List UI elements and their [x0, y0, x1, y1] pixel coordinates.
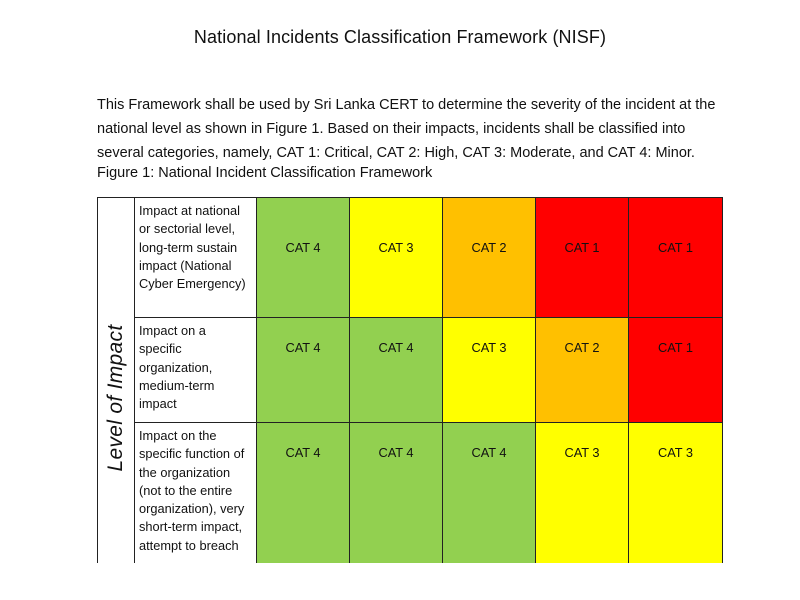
category-cell: CAT 3 [350, 198, 443, 318]
matrix-row-3 [98, 423, 723, 563]
classification-matrix [97, 197, 723, 563]
category-cell: CAT 4 [350, 318, 443, 423]
category-cell: CAT 1 [629, 318, 723, 423]
impact-description: Impact on the specific function of the organization (not to the entire organization), very short-term impact, attempt to breach [135, 423, 257, 563]
intro-paragraph: This Framework shall be used by Sri Lanka CERT to determine the severity of the incident at the national level as shown in Figure 1. Based on their impacts, incidents shall be classified into several categories, namely, CAT 1: Critical, CAT 2: High, CAT 3: Moderate, and CAT 4: Minor. [97, 97, 716, 161]
matrix-row-1 [98, 198, 723, 318]
matrix-row-2 [98, 318, 723, 423]
category-cell: CAT 2 [536, 318, 629, 423]
category-cell: CAT 4 [257, 198, 350, 318]
category-cell: CAT 4 [350, 423, 443, 563]
axis-cell [98, 198, 135, 563]
category-cell: CAT 1 [629, 198, 723, 318]
category-cell: CAT 4 [443, 423, 536, 563]
axis-label: Level of Impact [104, 325, 127, 472]
category-cell: CAT 2 [443, 198, 536, 318]
impact-description: Impact on a specific organization, medium-term impact [135, 318, 257, 423]
figure-caption: Figure 1: National Incident Classification Framework [97, 165, 433, 181]
category-cell: CAT 1 [536, 198, 629, 318]
category-cell: CAT 3 [536, 423, 629, 563]
category-cell: CAT 3 [443, 318, 536, 423]
page-title: National Incidents Classification Framework (NISF) [193, 27, 607, 47]
category-cell: CAT 4 [257, 318, 350, 423]
category-cell: CAT 3 [629, 423, 723, 563]
impact-description: Impact at national or sectorial level, long-term sustain impact (National Cyber Emergency) [135, 198, 257, 318]
category-cell: CAT 4 [257, 423, 350, 563]
